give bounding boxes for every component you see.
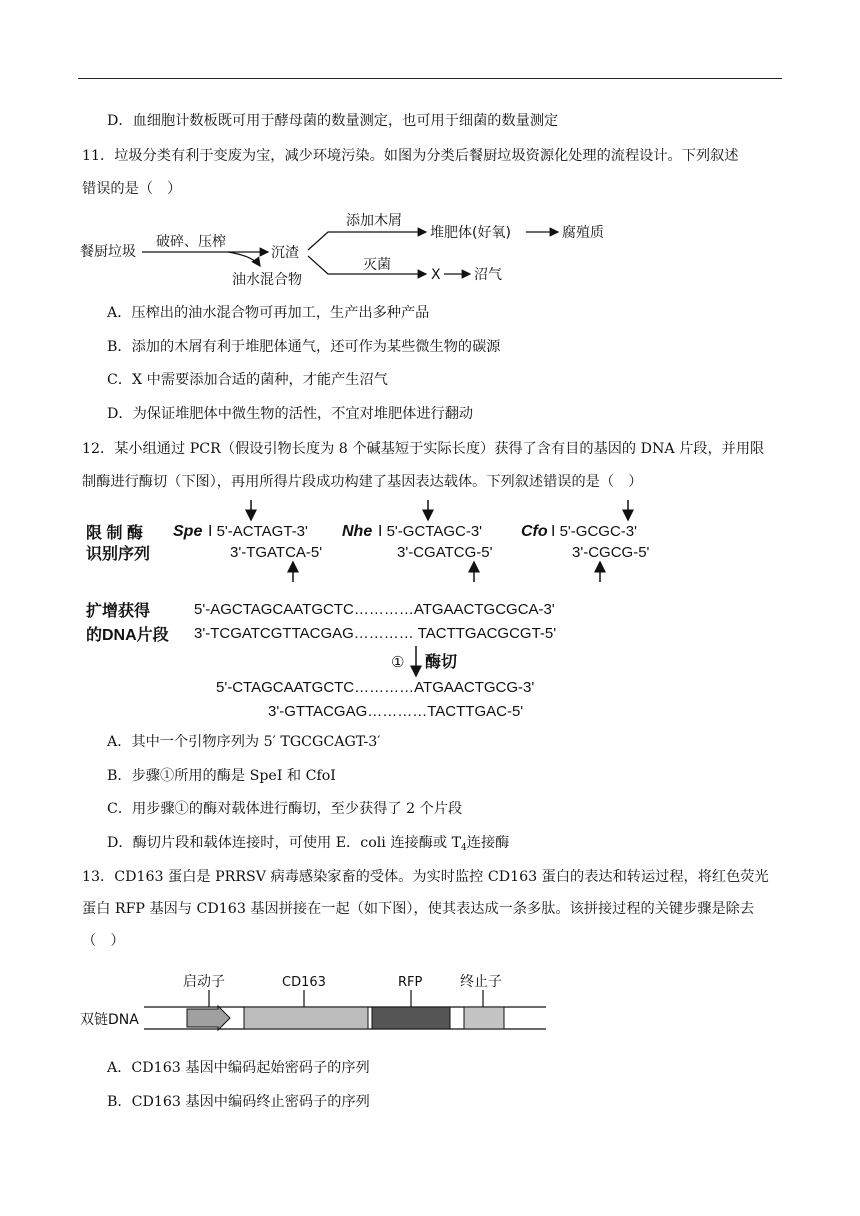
promoter-arrow [187,1006,230,1030]
amplified-bottom-strand: 3'-TCGATCGTTACGAG………… TACTTGACGCGT-5' [194,625,557,642]
nhe-top-seq: Ⅰ 5'-GCTAGC-3' [378,523,483,540]
compost-label: 堆肥体(好氧) [430,225,511,241]
q12-option-c: C．用步骤①的酶对载体进行酶切，至少获得了 2 个片段 [107,801,463,817]
amplified-top-strand: 5'-AGCTAGCAATGCTC…………ATGAACTGCGCA-3' [194,601,555,618]
q12-option-d: D．酶切片段和载体连接时，可使用 E．coli 连接酶或 $T_4$连接酶 [107,835,510,853]
dsdna-label: 双链DNA [80,1012,139,1028]
q11-stem-line2: 错误的是（ ） [82,181,182,197]
q13-stem-line1: 13．CD163 蛋白是 PRRSV 病毒感染家畜的受体。为实时监控 CD163 蛋白的表达和转运过程，将红色荧光 [82,869,769,885]
terminator-box [464,1007,504,1029]
q13-stem-line2: 蛋白 RFP 基因与 CD163 基因拼接在一起（如下图），使其表达成一条多肽。该拼接过程的关键步骤是除去 [82,901,755,917]
cut-top-strand: 5'-CTAGCAATGCTC…………ATGAACTGCG-3' [216,679,535,696]
q11-option-a: A．压榨出的油水混合物可再加工，生产出多种产品 [107,305,430,321]
q11-flow-diagram [78,206,618,294]
oilwater-label: 油水混合物 [232,272,302,288]
terminator-label: 终止子 [460,974,502,990]
crush-label: 破碎、压榨 [156,234,226,250]
residue-label: 沉渣 [271,245,299,261]
sawdust-label: 添加木屑 [346,213,402,229]
q11-option-c: C．X 中需要添加合适的菌种，才能产生沼气 [107,372,388,388]
cfo-name: Cfo [521,523,548,540]
rfp-gene-box [372,1007,450,1029]
cd163-gene-box [244,1007,368,1029]
q12-restriction-diagram [80,496,680,724]
spe-bottom-seq: 3'-TGATCA-5' [230,544,323,561]
waste-label: 餐厨垃圾 [80,244,136,260]
cfo-bottom-seq: 3'-CGCG-5' [572,544,650,561]
rfp-label: RFP [398,975,423,990]
enzyme-label-2: 识别序列 [86,546,151,563]
cfo-top-seq: Ⅰ 5'-GCGC-3' [551,523,637,540]
spe-name: Spe [173,523,203,540]
q13-stem-line3: （ ） [82,933,125,949]
promoter-label: 启动子 [183,974,225,990]
biogas-label: 沼气 [474,267,502,283]
cd163-label: CD163 [282,975,326,990]
q10-option-d: D．血细胞计数板既可用于酵母菌的数量测定，也可用于细菌的数量测定 [107,113,559,129]
sterilize-label: 灭菌 [363,257,391,273]
humus-label: 腐殖质 [562,225,604,241]
q11-option-b: B．添加的木屑有利于堆肥体通气，还可作为某些微生物的碳源 [107,339,501,355]
cut-bottom-strand: 3'-GTTACGAG…………TACTTGAC-5' [268,703,524,720]
q13-dna-construct-diagram [80,964,560,1040]
enzyme-label-1: 限 制 酶 [86,525,143,542]
q11-stem-line1: 11．垃圾分类有利于变废为宝，减少环境污染。如图为分类后餐厨垃圾资源化处理的流程设计。下列叙述 [82,148,739,164]
header-rule [78,78,782,79]
arrow-to-oilwater [228,252,260,266]
q12-option-b: B．步骤①所用的酶是 SpeI 和 CfoI [107,768,336,784]
arrow-to-compost [308,232,426,250]
amplified-label-1: 扩增获得 [86,603,151,620]
q12-stem-line2: 制酶进行酶切（下图），再用所得片段成功构建了基因表达载体。下列叙述错误的是（ ） [82,474,643,490]
q13-option-a: A．CD163 基因中编码起始密码子的序列 [107,1060,370,1076]
nhe-name: Nhe [342,523,373,540]
amplified-label-2: 的DNA片段 [86,627,169,644]
step-number: ① [391,654,405,671]
nhe-bottom-seq: 3'-CGATCG-5' [397,544,493,561]
spe-top-seq: Ⅰ 5'-ACTAGT-3' [208,523,308,540]
q11-option-d: D．为保证堆肥体中微生物的活性，不宜对堆肥体进行翻动 [107,406,474,422]
q12-stem-line1: 12．某小组通过 PCR（假设引物长度为 8 个碱基短于实际长度）获得了含有目的基因的 DNA 片段，并用限 [82,441,765,457]
step-label: 酶切 [425,654,458,671]
q13-option-b: B．CD163 基因中编码终止密码子的序列 [107,1094,370,1110]
q12-option-a: A．其中一个引物序列为 5′ TGCGCAGT-3′ [107,734,381,750]
x-label: X [431,267,441,283]
